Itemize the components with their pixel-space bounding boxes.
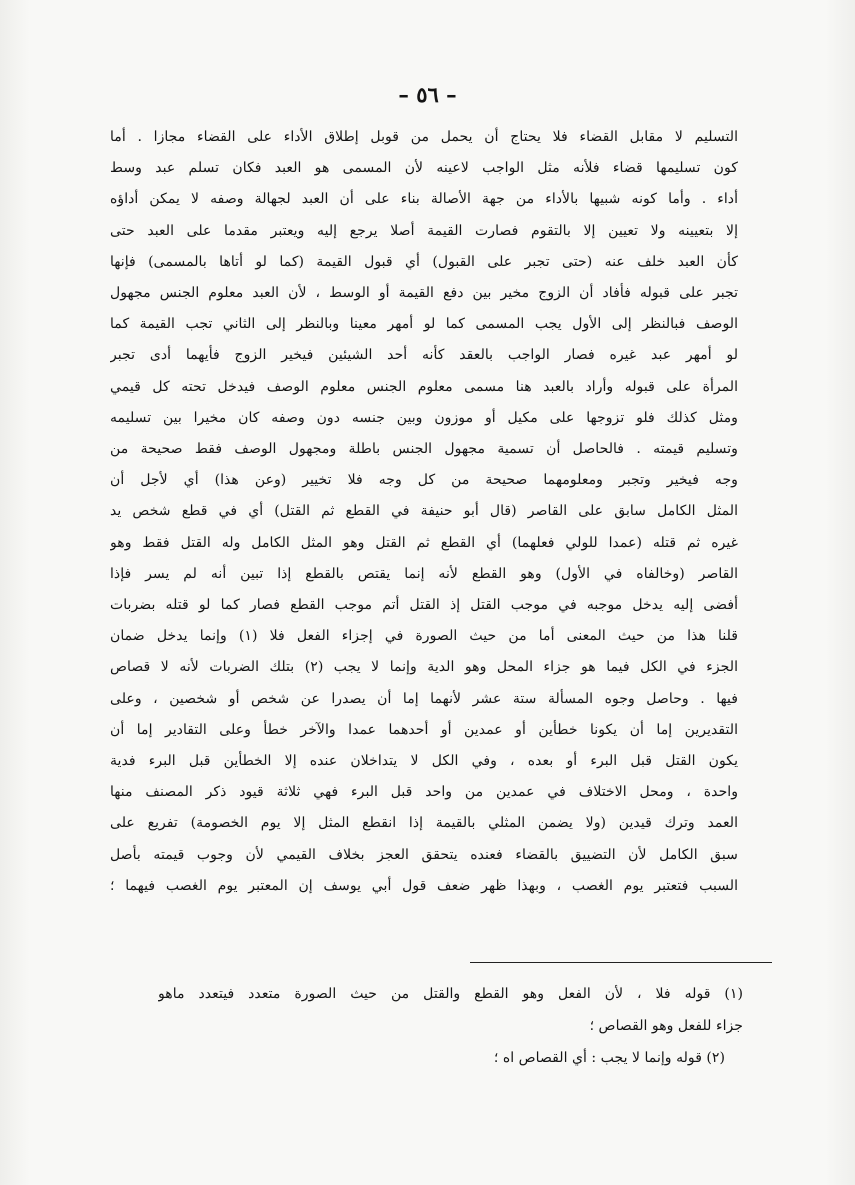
footnote-1: (١) قوله فلا ، لأن الفعل وهو القطع والقتل من حيث الصورة متعدد فيتعدد ماهو: [158, 986, 743, 1002]
body-line: واحدة ، ومحل الاختلاف في عمدين من واحد قبل البرء فهي ثلاثة قيود ذكر المصنف منها: [110, 784, 738, 801]
footnotes: [158, 978, 743, 1074]
body-line: القاصر (وخالفاه في الأول) وهو القطع لأنه إنما يقتص بالقطع إذا تبين أنه لم يسر فإذا: [110, 565, 738, 582]
body-line: الجزء في الكل فيما هو جزاء المحل وهو الدية وإنما لا يجب (٢) بتلك الضربات لأنه لا قصاص: [110, 659, 738, 676]
body-line: أفضى إليه يدخل موجبه في موجب القتل إذ القتل أتم موجب القطع فصار كما لو قتله بضربات: [110, 597, 738, 614]
body-line: ومثل كذلك فلو تزوجها على مكيل أو موزون وبين جنسه دون وصفه كان مخيرا بين تسليمه: [110, 409, 738, 426]
body-line: العمد وترك قيدين (ولا يضمن المثلي بالقيمة إذا انقطع المثل إلا يوم الخصومة) تفريع على: [110, 815, 738, 832]
footnote-2: (٢) قوله وإنما لا يجب : أي القصاص اه ؛: [493, 1050, 725, 1066]
body-line: فيها . وحاصل وجوه المسألة ستة عشر لأنهما إما أن يصدرا عن شخص أو شخصين ، وعلى: [110, 690, 738, 707]
body-line: وتسليم قيمته . فالحاصل أن تسمية مجهول الجنس باطلة ومجهول الوصف فقط صحيحة من: [110, 441, 738, 458]
body-line: كأن العبد خلف عنه (حتى تجبر على القبول) أي قبول القيمة (كما لو أتاها بالمسمى) فإنها: [110, 253, 738, 270]
body-line: وجه فيخير وتجبر ومعلومهما صحيحة من كل وجه فلا تخيير (وعن هذا) أي لأجل أن: [110, 472, 738, 489]
body-line: المثل الكامل سابق على القاصر (قال أبو حنيفة في القطع ثم القتل) أي في قطع شخص يد: [110, 503, 738, 520]
body-line: سبق الكامل لأن التضييق بالقضاء فعنده يتحقق العجز بخلاف القيمي لأن وجوب قيمته بأصل: [110, 846, 738, 863]
body-line: أداء . وأما كونه شبيها بالأداء من جهة الأصالة بناء على أن العبد لجهالة وصفه لا يمكن أداؤه: [110, 191, 738, 208]
body-line: قلنا هذا من حيث المعنى أما من حيث الصورة في إجزاء الفعل فلا (١) وإنما يدخل ضمان: [110, 628, 738, 645]
footnote-divider: [470, 962, 772, 963]
body-line: يكون القتل قبل البرء أو بعده ، وفي الكل لا يتداخلان عنده إلا الخطأين قبل البرء فدية: [110, 753, 738, 770]
body-line: كون تسليمها قضاء فلأنه مثل الواجب لاعينه لأن المسمى هو العبد فكان تسلم عبد وسط: [110, 160, 738, 177]
body-line: التقديرين إما أن يكونا خطأين أو عمدين أو أحدهما عمدا والآخر خطأ وعلى التقادير إما أن: [110, 721, 738, 738]
body-text: [110, 122, 738, 902]
body-line: المرأة على قبوله وأراد بالعبد هنا مسمى معلوم الجنس معلوم الوصف فيدخل تحته كل قيمي: [110, 378, 738, 395]
page-number: – ٥٦ –: [398, 82, 457, 107]
body-line: غيره ثم قتله (عمدا للولي فعلهما) أي القطع ثم القتل وهو المثل الكامل وله القتل فقط وهو: [110, 534, 738, 551]
footnote-1-continuation: جزاء للفعل وهو القصاص ؛: [589, 1018, 743, 1034]
body-line: التسليم لا مقابل القضاء فلا يحتاج أن يحمل من قوبل إطلاق الأداء على القضاء مجازا . أما: [110, 129, 738, 145]
body-line: إلا بتعيينه ولا تعيين إلا بالتقوم فصارت القيمة أصلا يرجع إليه ويعتبر مقدما على العبد حتى: [110, 222, 738, 239]
body-line: الوصف فبالنظر إلى الأول يجب المسمى كما لو أمهر معينا وبالنظر إلى الثاني تجب القيمة كما: [110, 316, 738, 333]
body-line: تجبر على قبوله فأفاد أن الزوج مخير بين دفع القيمة أو الوسط ، لأن العبد معلوم الجنس مجهول: [110, 285, 738, 302]
body-line: لو أمهر عبد غيره فصار الواجب بالعقد كأنه أحد الشيئين فيخير الزوج فأيهما أدى تجبر: [110, 347, 738, 364]
body-line: السبب فتعتبر يوم الغصب ، وبهذا ظهر ضعف قول أبي يوسف إن المعتبر يوم الغصب فيهما ؛: [110, 877, 738, 894]
